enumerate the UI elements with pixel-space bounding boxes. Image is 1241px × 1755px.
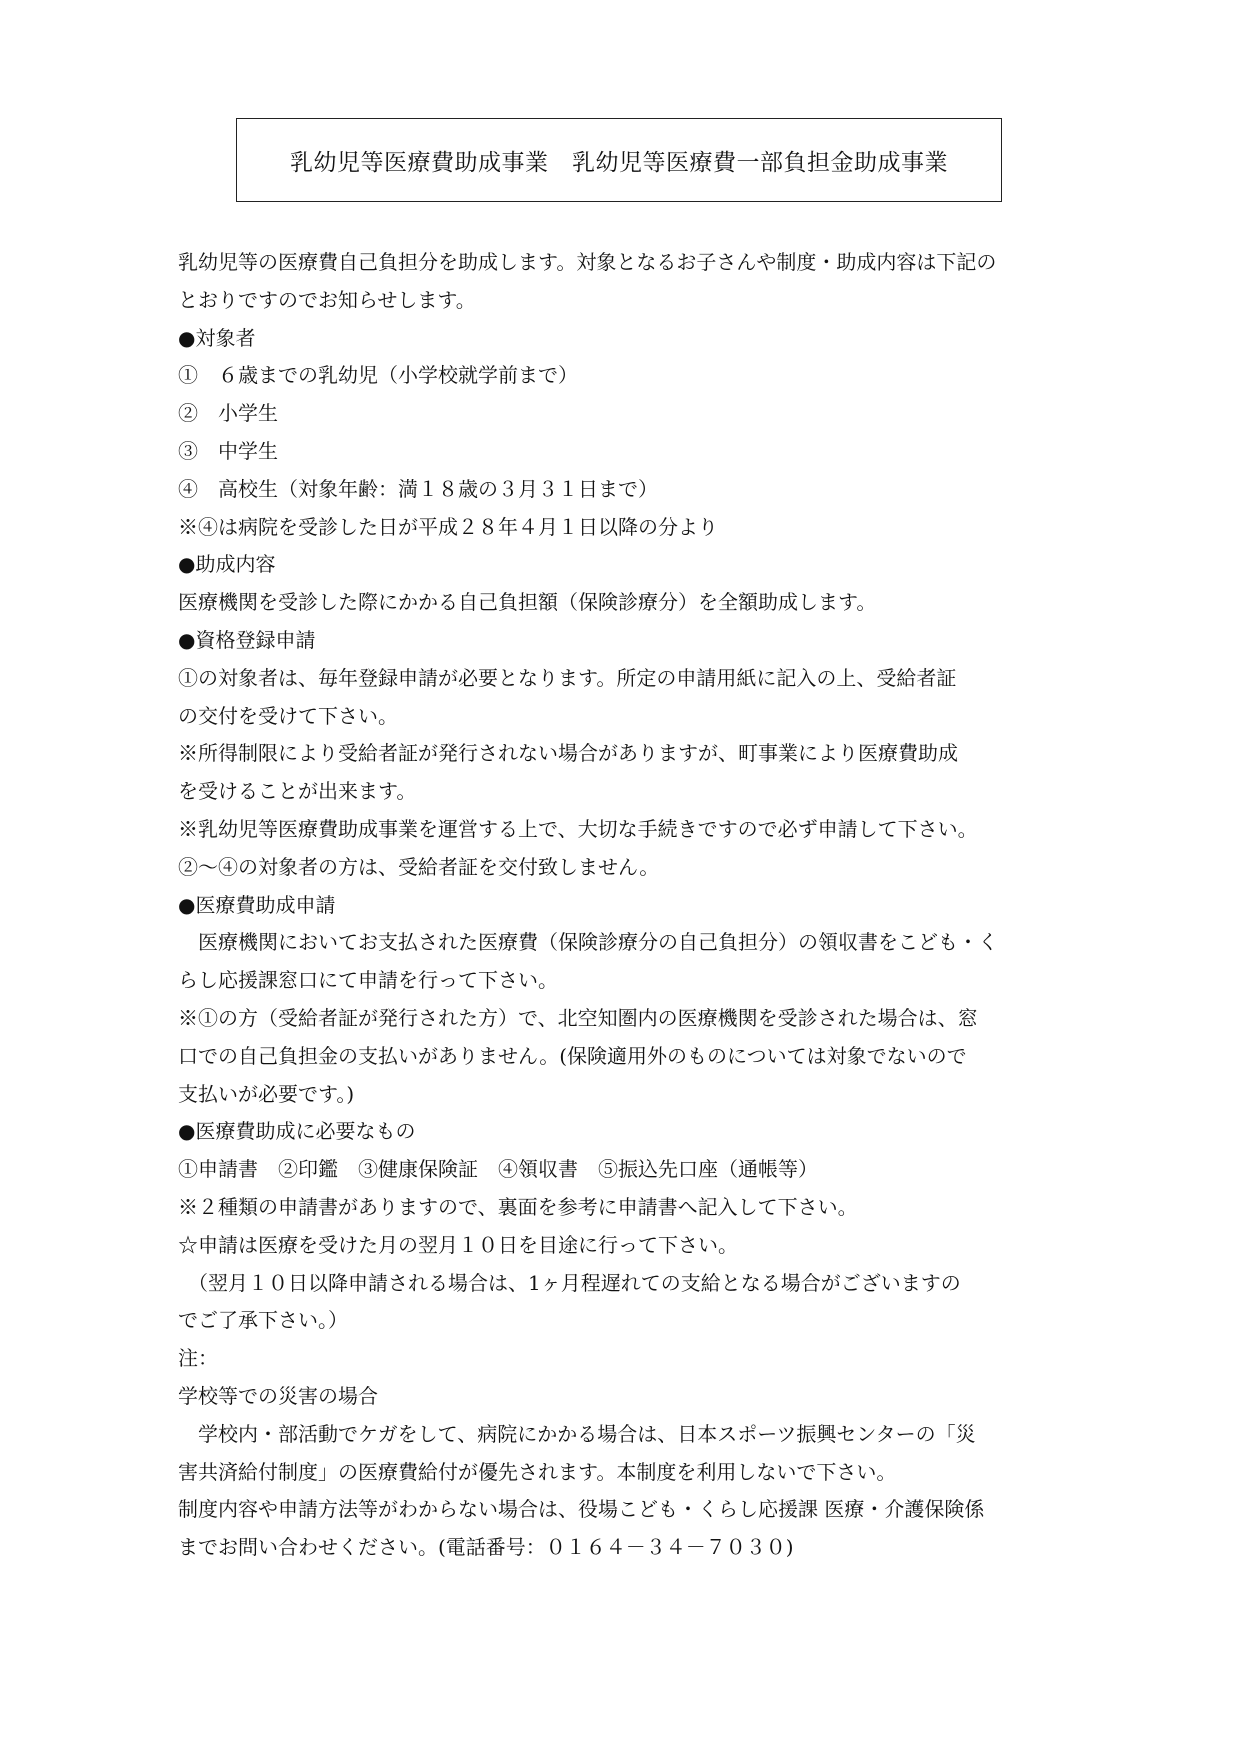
contact-phone-line: までお問い合わせください。(電話番号：０１６４－３４－７０３０) <box>178 1535 794 1560</box>
subheading-school-disaster: 学校等での災害の場合 <box>178 1383 378 1408</box>
section-heading-content: ●助成内容 <box>178 552 276 577</box>
text-line: 支払いが必要です。) <box>178 1081 355 1106</box>
caution-label: 注： <box>178 1346 218 1371</box>
text-line: 医療機関においてお支払された医療費（保険診療分の自己負担分）の領収書をこども・く <box>178 930 998 955</box>
text-line: らし応援課窓口にて申請を行って下さい。 <box>178 968 558 993</box>
section-heading-registration: ●資格登録申請 <box>178 627 316 652</box>
list-item: ① ６歳までの乳幼児（小学校就学前まで） <box>178 363 578 388</box>
text-line: でご了承下さい。） <box>178 1308 348 1333</box>
required-items-list: ①申請書 ②印鑑 ③健康保険証 ④領収書 ⑤振込先口座（通帳等） <box>178 1157 818 1182</box>
section-heading-required-items: ●医療費助成に必要なもの <box>178 1119 416 1144</box>
note-line: ※所得制限により受給者証が発行されない場合がありますが、町事業により医療費助成 <box>178 741 958 766</box>
list-item: ③ 中学生 <box>178 438 278 463</box>
text-line: 医療機関を受診した際にかかる自己負担額（保険診療分）を全額助成します。 <box>178 590 877 615</box>
document-body <box>178 244 1078 1567</box>
text-line: 学校内・部活動でケガをして、病院にかかる場合は、日本スポーツ振興センターの「災 <box>178 1421 976 1446</box>
deadline-line: ☆申請は医療を受けた月の翌月１０日を目途に行って下さい。 <box>178 1232 738 1257</box>
list-item: ④ 高校生（対象年齢：満１８歳の３月３１日まで） <box>178 476 658 501</box>
text-line: とおりですのでお知らせします。 <box>178 287 476 312</box>
section-heading-application: ●医療費助成申請 <box>178 892 336 917</box>
text-line: ②～④の対象者の方は、受給者証を交付致しません。 <box>178 854 660 879</box>
text-line: 乳幼児等の医療費自己負担分を助成します。対象となるお子さんや制度・助成内容は下記の <box>178 250 997 274</box>
document-title: 乳幼児等医療費助成事業 乳幼児等医療費一部負担金助成事業 <box>290 149 948 176</box>
text-line: を受けることが出来ます。 <box>178 779 417 804</box>
text-line: （翌月１０日以降申請される場合は、1ヶ月程遅れての支給となる場合がございますの <box>178 1270 961 1295</box>
section-heading-target: ●対象者 <box>178 325 256 350</box>
text-line: 害共済給付制度」の医療費給付が優先されます。本制度を利用しないで下さい。 <box>178 1459 897 1484</box>
title-box <box>236 118 1002 202</box>
note-line: ※乳幼児等医療費助成事業を運営する上で、大切な手続きですので必ず申請して下さい。 <box>178 816 978 841</box>
note-line: ※④は病院を受診した日が平成２８年４月１日以降の分より <box>178 514 718 539</box>
note-line: ※２種類の申請書がありますので、裏面を参考に申請書へ記入して下さい。 <box>178 1194 858 1219</box>
note-line: ※①の方（受給者証が発行された方）で、北空知圏内の医療機関を受診された場合は、窓 <box>178 1005 978 1030</box>
text-line: の交付を受けて下さい。 <box>178 703 398 728</box>
text-line: 口での自己負担金の支払いがありません。(保険適用外のものについては対象でないので <box>178 1043 967 1068</box>
contact-line: 制度内容や申請方法等がわからない場合は、役場こども・くらし応援課 医療・介護保険係 <box>178 1497 985 1522</box>
list-item: ② 小学生 <box>178 401 278 426</box>
text-line: ①の対象者は、毎年登録申請が必要となります。所定の申請用紙に記入の上、受給者証 <box>178 665 957 690</box>
